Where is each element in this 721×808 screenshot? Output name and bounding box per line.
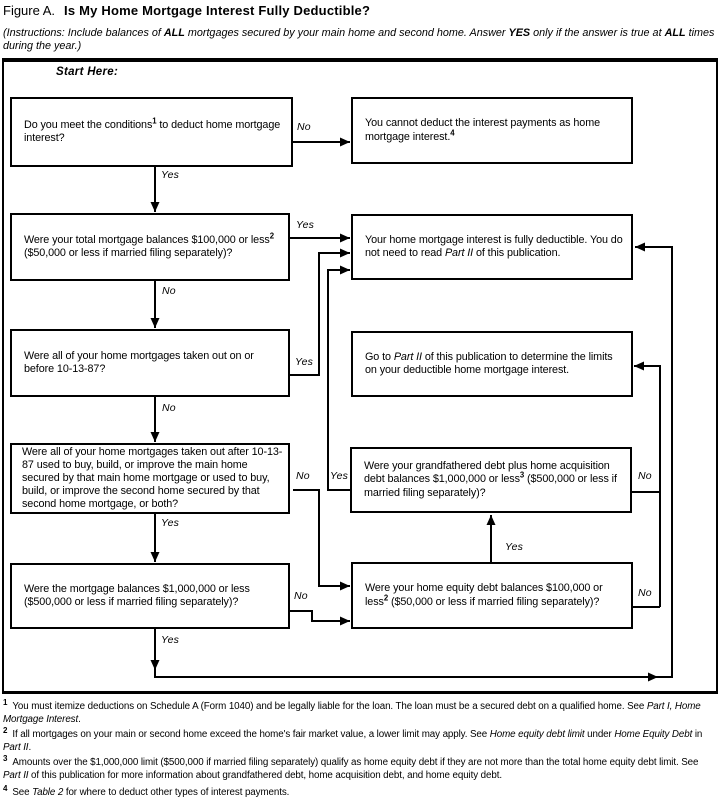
figure-label: Figure A. <box>3 3 56 18</box>
edge-label-conditions-yes: Yes <box>161 169 180 181</box>
box-after-1087-text: Were all of your home mortgages taken out after 10-13-87 used to buy, build, or improve the main home secured by that main home mortgage or used to buy, build, or improve the second home secured by that second home mortgage, or both? <box>22 445 283 511</box>
box-balances-1m-question <box>10 563 290 629</box>
edge-label-balances-1m-yes: Yes <box>161 634 180 646</box>
box-go-part2 <box>351 331 633 397</box>
figure-title: Is My Home Mortgage Interest Fully Deductible? <box>64 3 371 18</box>
box-go-part2-text: Go to Part II of this publication to determine the limits on your deductible home mortgage interest. <box>365 350 613 376</box>
edge-label-before-1087-no: No <box>162 402 176 414</box>
footnote-3: $^3$ Amounts over the $1,000,000 limit ($500,000 if married filing separately) qualify as home equity debt if they are not more than the total home equity debt limit. See Part II of this publication for more information about grandfathered debt, home acquisition debt, and home equity debt. <box>3 753 699 782</box>
edge-label-total-balances-no: No <box>162 285 176 297</box>
box-fully-deductible-text: Your home mortgage interest is fully deductible. You do not need to read Part II of this publication. <box>365 233 623 259</box>
edge-label-before-1087-yes: Yes <box>295 356 314 368</box>
edge-label-conditions-no: No <box>297 121 311 133</box>
box-conditions-question <box>10 97 293 167</box>
box-before-1087-text: Were all of your home mortgages taken out on or before 10-13-87? <box>24 349 254 375</box>
edge-label-grandfathered-no: No <box>638 470 652 482</box>
box-grandfathered-text: Were your grandfathered debt plus home acquisition debt balances $1,000,000 or less$^3$ ($500,000 or less if married filing separately)? <box>364 460 617 499</box>
box-home-equity-text: Were your home equity debt balances $100,000 or less$^2$ ($50,000 or less if married filing separately)? <box>365 582 603 608</box>
box-grandfathered-question <box>350 447 632 513</box>
edge-label-balances-1m-no: No <box>294 590 308 602</box>
instructions-text: (Instructions: Include balances of ALL mortgages secured by your main home and second home. Answer YES only if the answer is true at ALL times during the year.) <box>3 27 715 52</box>
footnote-1: $^1$ You must itemize deductions on Schedule A (Form 1040) and be legally liable for the loan. The loan must be a secured debt on a qualified home. See Part I, Home Mortgage Interest. <box>3 697 701 726</box>
box-home-equity-question <box>351 562 633 629</box>
edge-label-after-1087-no: No <box>296 470 310 482</box>
start-here-label: Start Here: <box>56 66 119 78</box>
box-before-1087-question <box>10 329 290 397</box>
page-title <box>3 3 370 18</box>
box-conditions-text: Do you meet the conditions$^1$ to deduct home mortgage interest? <box>24 116 281 144</box>
edge-label-total-balances-yes: Yes <box>296 219 315 231</box>
box-cannot-deduct-text: You cannot deduct the interest payments as home mortgage interest.$^4$ <box>365 117 600 143</box>
edge-label-after-1087-yes: Yes <box>161 517 180 529</box>
box-cannot-deduct <box>351 97 633 164</box>
box-balances-1m-text: Were the mortgage balances $1,000,000 or less ($500,000 or less if married filing separately)? <box>24 582 250 608</box>
edge-label-home-equity-yes: Yes <box>505 541 524 553</box>
box-after-1087-question <box>10 443 290 514</box>
footnote-2: $^2$ If all mortgages on your main or second home exceed the home's fair market value, a lower limit may apply. See Home equity debt limit under Home Equity Debt in Part II. <box>3 725 703 754</box>
edge-label-grandfathered-yes: Yes <box>330 470 349 482</box>
footnote-4: $^4$ See Table 2 for where to deduct other types of interest payments. <box>3 783 290 798</box>
box-total-balances-text: Were your total mortgage balances $100,000 or less$^2$ ($50,000 or less if married filing separately)? <box>24 231 274 259</box>
box-total-balances-question <box>10 213 290 281</box>
edge-label-home-equity-no: No <box>638 587 652 599</box>
box-fully-deductible <box>351 214 633 280</box>
